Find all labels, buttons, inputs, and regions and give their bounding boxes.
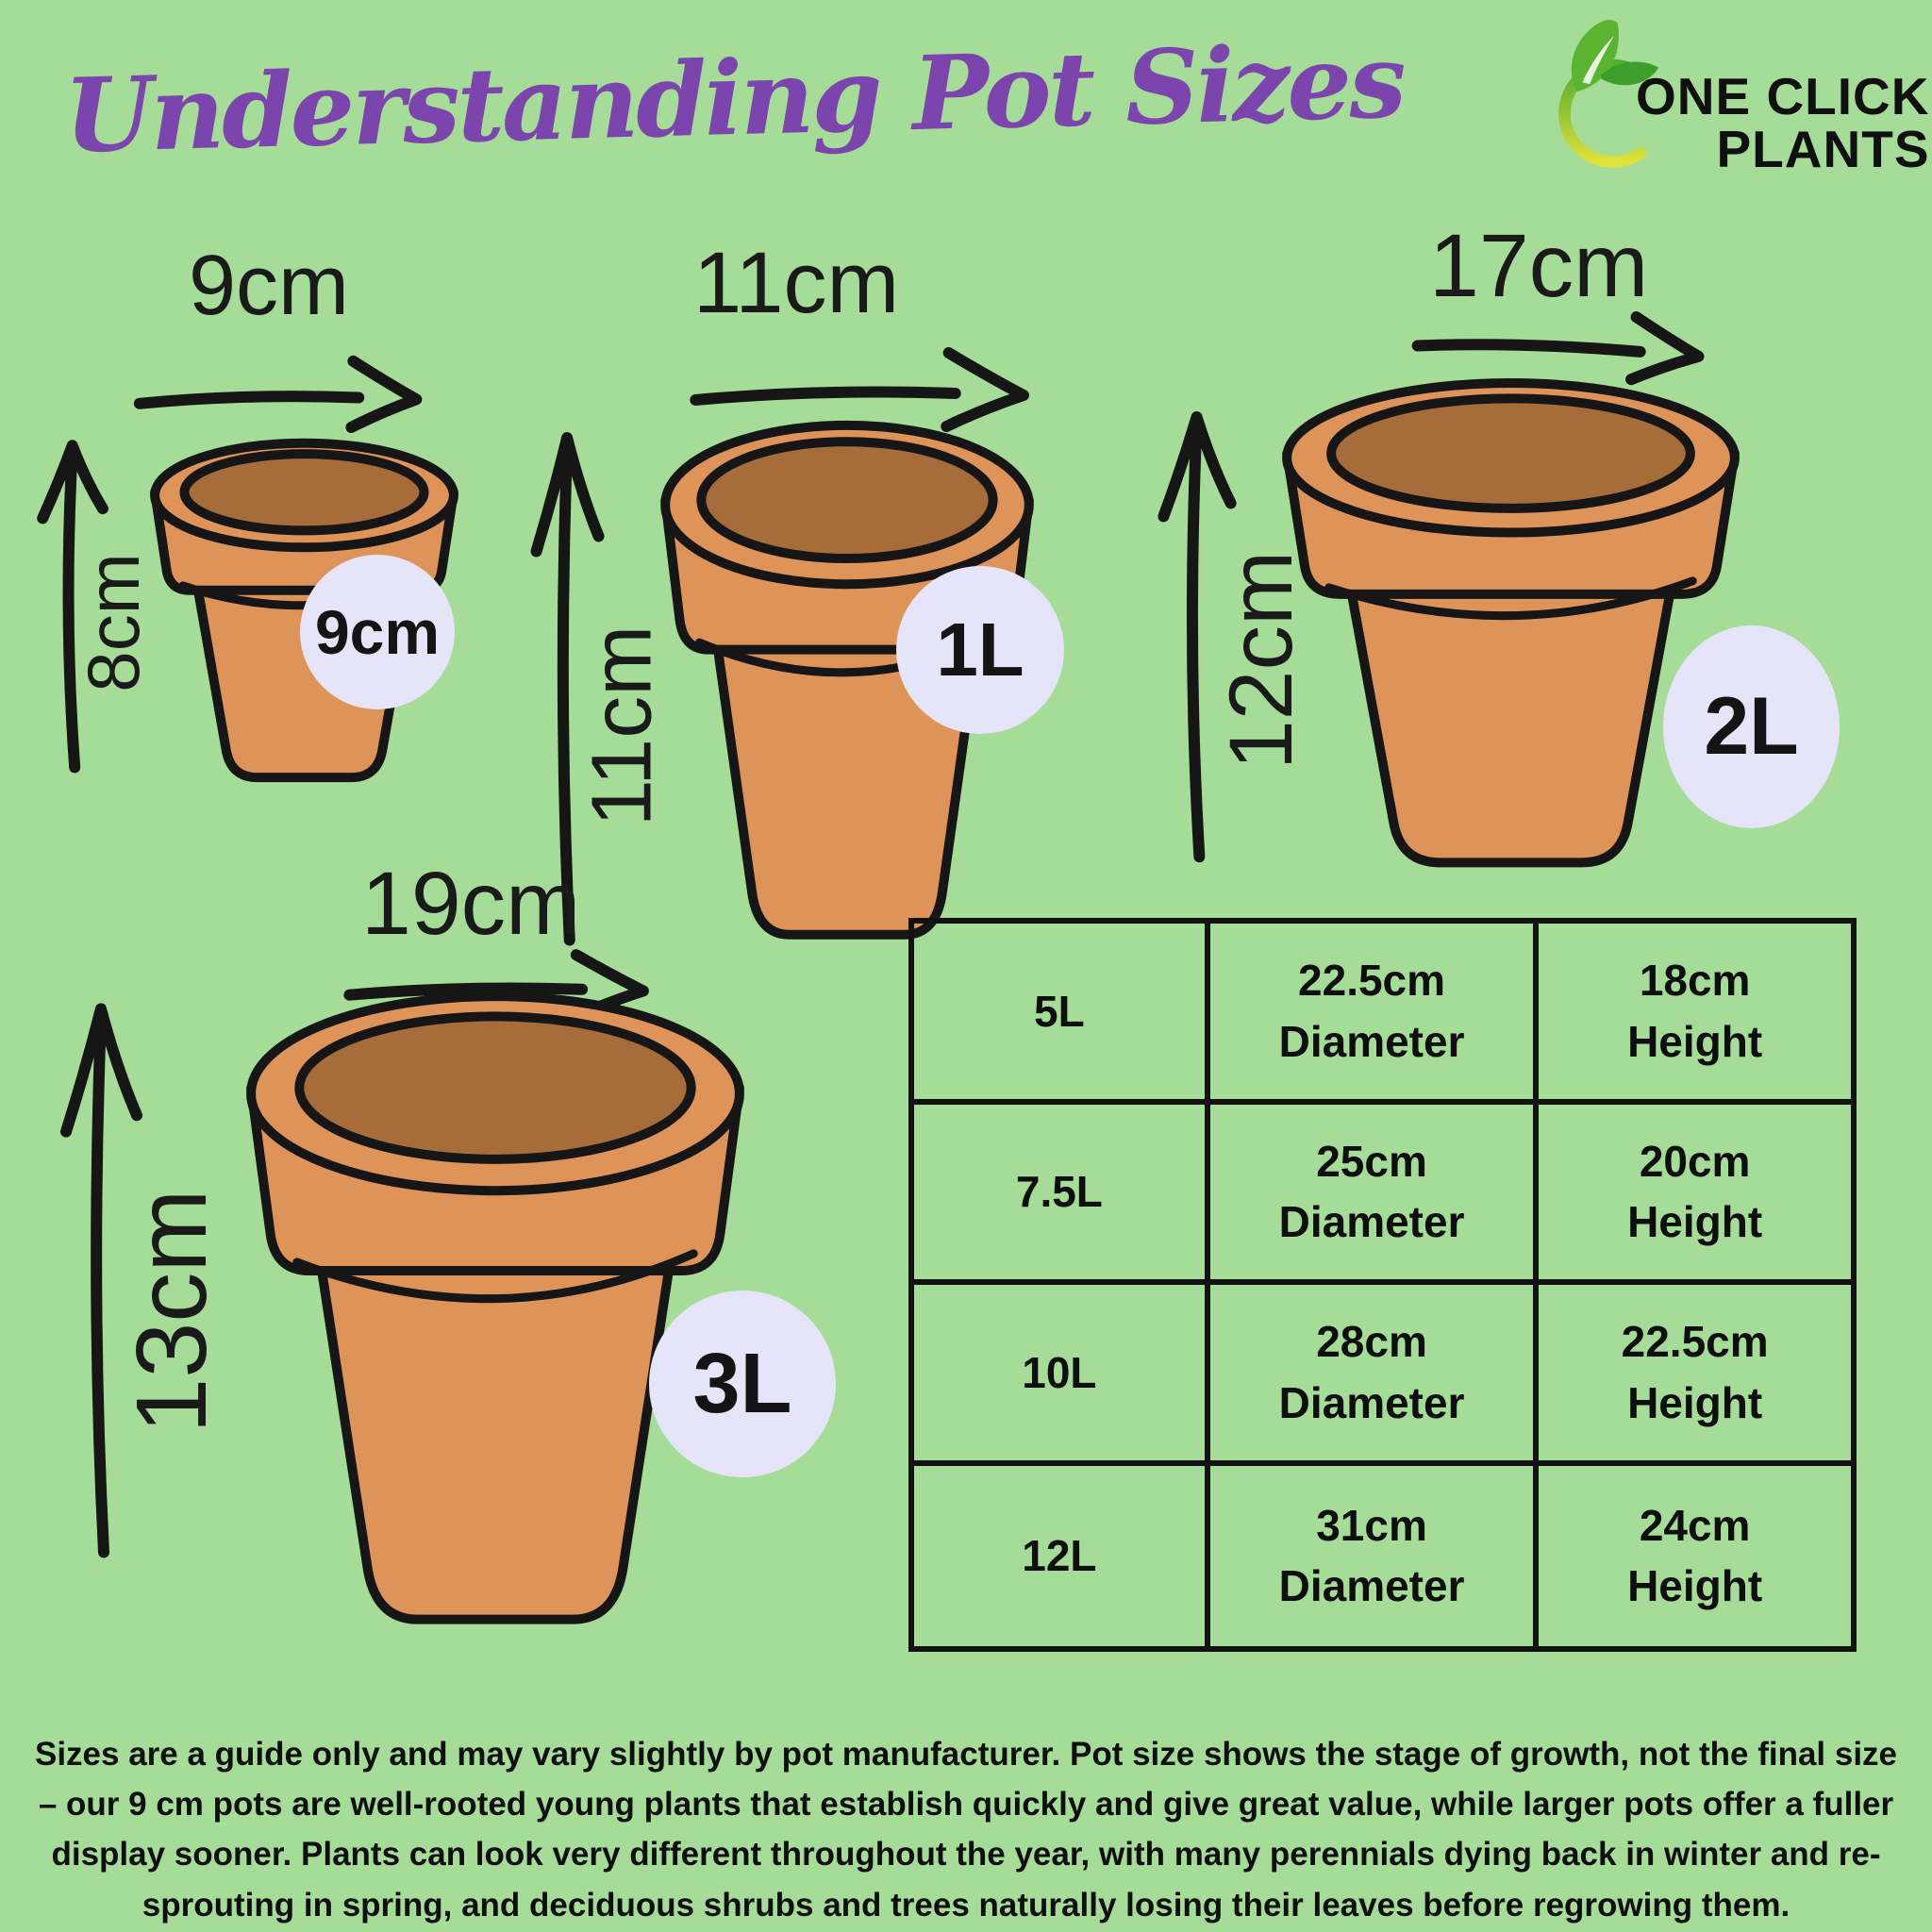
pot1-width-arrow-icon [132, 351, 439, 436]
pot3-size-badge [1663, 625, 1840, 828]
pot3-width-label: 17cm [1429, 216, 1649, 316]
table-cell-diameter: 31cm Diameter [1210, 1466, 1540, 1647]
table-cell-height: 24cm Height [1627, 1500, 1763, 1611]
table-cell-height: 22.5cm Height [1539, 1285, 1851, 1466]
brand-name-line1: ONE CLICK [1636, 67, 1930, 125]
table-cell-height: 18cm Height [1539, 924, 1851, 1105]
table-cell-volume: 10L [914, 1285, 1210, 1466]
pot1-width-label: 9cm [189, 239, 350, 333]
pot1-height-label: 8cm [71, 553, 155, 692]
pot4-height-label: 13cm [115, 1189, 227, 1434]
pot3-illustration [1267, 370, 1755, 887]
table-cell-diameter: 25cm Diameter [1210, 1105, 1540, 1286]
pot4-width-label: 19cm [361, 854, 581, 954]
brand-name-line2: PLANTS [1716, 120, 1930, 179]
pot2-size-badge [896, 566, 1064, 734]
size-table [908, 918, 1857, 1652]
footer-note: Sizes are a guide only and may vary slightly by pot manufacturer. Pot size shows the stage of growth, not the final size – our 9 cm pots are well-rooted young plants that establish quickly and give great value, while larger pots offer a fuller display sooner. Plants can look very different throughout the year, with many perennials dying back in winter and re-sprouting in spring, and deciduous shrubs and trees naturally losing their leaves before regrowing them. [34, 1736, 1898, 1924]
brand-logo [1549, 15, 1930, 179]
pot3-height-label: 12cm [1210, 550, 1311, 771]
pot1-size-badge [300, 555, 455, 709]
page-title: Understanding Pot Sizes [62, 22, 1406, 176]
pot4-size-badge [649, 1291, 836, 1477]
pot2-width-label: 11cm [693, 235, 900, 331]
pot2-height-label: 11cm [575, 625, 670, 827]
pot4-badge-label: 3L [692, 1336, 792, 1431]
table-cell-volume: 5L [914, 924, 1210, 1105]
table-cell-height: 20cm Height [1539, 1105, 1851, 1286]
table-cell-volume: 7.5L [914, 1105, 1210, 1286]
table-cell-volume: 12L [914, 1466, 1210, 1647]
pot1-badge-label: 9cm [314, 597, 441, 667]
table-cell-diameter: 28cm Diameter [1210, 1285, 1540, 1466]
table-cell-diameter: 22.5cm Diameter [1210, 924, 1540, 1105]
pot2-badge-label: 1L [936, 608, 1024, 691]
pot3-badge-label: 2L [1704, 681, 1799, 772]
